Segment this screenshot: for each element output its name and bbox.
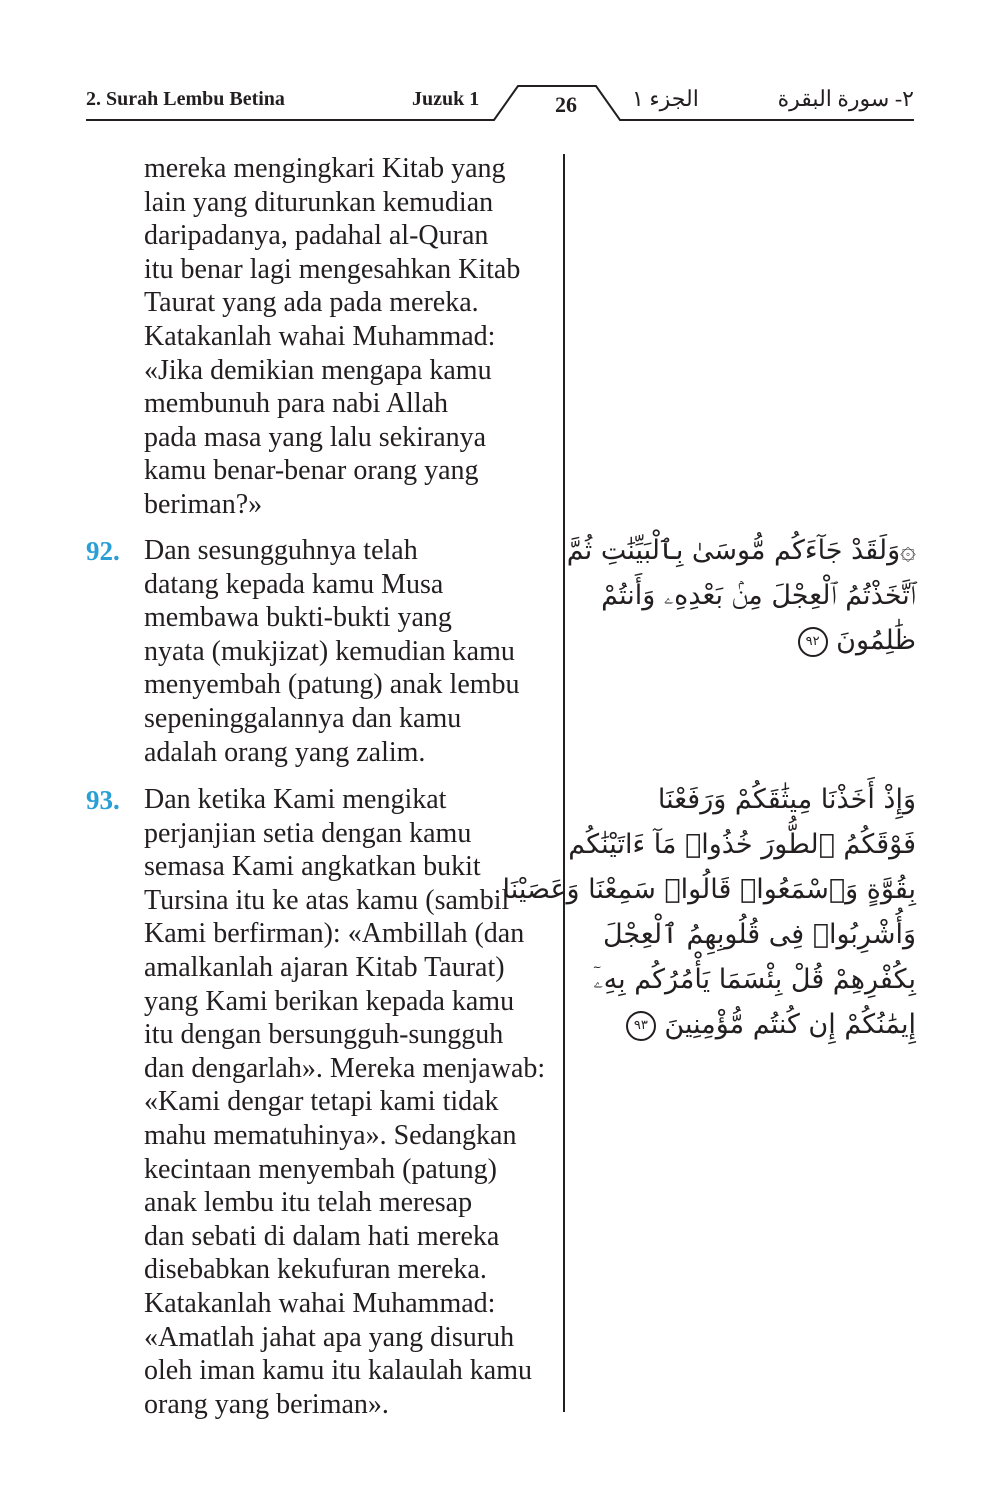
translation-line: Katakanlah wahai Muhammad: — [144, 1287, 496, 1319]
arabic-line: ٱتَّخَذْتُمُ ٱلْعِجْلَ مِنۢ بَعْدِهِۦ وَأَنتُمْ — [601, 580, 916, 611]
translation-line: mereka mengingkari Kitab yang — [144, 153, 506, 184]
translation-line: Taurat yang ada pada mereka. — [144, 287, 479, 319]
translation-line: daripadanya, padahal al-Quran — [144, 220, 489, 252]
translation-line: lain yang diturunkan kemudian — [144, 186, 494, 218]
translation-line: Kami berfirman): «Ambillah (dan — [144, 918, 525, 950]
arabic-line: بِكُفْرِهِمْ قُلْ بِئْسَمَا يَأْمُرُكُم بِهِۦٓ — [593, 964, 916, 995]
column-divider — [563, 154, 565, 1412]
translation-line: kecintaan menyembah (patung) — [144, 1153, 497, 1185]
surah-title-arabic: ٢- سورة البقرة — [777, 86, 914, 111]
translation-line: membawa bukti-bukti yang — [144, 602, 452, 634]
arabic-line: بِقُوَّةٍ وَٱسْمَعُوا۟ قَالُوا۟ سَمِعْنَا وَعَصَيْنَا — [502, 874, 916, 905]
translation-line: dan sebati di dalam hati mereka — [144, 1220, 500, 1252]
translation-line: «Amatlah jahat apa yang disuruh — [144, 1321, 515, 1353]
translation-line: orang yang beriman». — [144, 1388, 389, 1420]
translation-line: amalkanlah ajaran Kitab Taurat) — [144, 951, 505, 983]
translation-line: menyembah (patung) anak lembu — [144, 669, 520, 701]
verse-92-arabic — [566, 528, 916, 663]
verse-93-translation — [144, 783, 562, 1421]
verse-number-92: 92. — [86, 536, 120, 566]
juz-label-arabic: الجزء ١ — [632, 86, 699, 111]
translation-line: Katakanlah wahai Muhammad: — [144, 320, 496, 352]
arabic-line-text: ظَٰلِمُونَ — [836, 625, 916, 656]
translation-line: itu dengan bersungguh-sungguh — [144, 1019, 504, 1051]
verse-end-marker-93: ٩٣ — [626, 1011, 656, 1041]
arabic-line-text: إِيمَٰنُكُمْ إِن كُنتُم مُّؤْمِنِينَ — [664, 1009, 916, 1040]
translation-line: «Kami dengar tetapi kami tidak — [144, 1086, 499, 1118]
arabic-line — [586, 618, 916, 663]
translation-line: itu benar lagi mengesahkan Kitab — [144, 253, 521, 285]
verse-number-93: 93. — [86, 785, 120, 815]
translation-line: Dan ketika Kami mengikat — [144, 784, 447, 815]
translation-line: disebabkan kekufuran mereka. — [144, 1254, 487, 1286]
arabic-line: وَأُشْرِبُوا۟ فِى قُلُوبِهِمُ ٱلْعِجْلَ — [602, 919, 916, 950]
translation-line: Tursina itu ke atas kamu (sambil — [144, 884, 510, 916]
translation-line: Dan sesungguhnya telah — [144, 535, 418, 566]
translation-line: kamu benar-benar orang yang — [144, 455, 479, 487]
arabic-line: وَإِذْ أَخَذْنَا مِيثَٰقَكُمْ وَرَفَعْنَا — [657, 784, 916, 815]
translation-line: adalah orang yang zalim. — [144, 736, 426, 768]
translation-line: nyata (mukjizat) kemudian kamu — [144, 635, 515, 667]
translation-line: dan dengarlah». Mereka menjawab: — [144, 1052, 546, 1084]
surah-title-latin: 2. Surah Lembu Betina — [86, 88, 285, 110]
translation-line: datang kepada kamu Musa — [144, 568, 444, 600]
translation-line: semasa Kami angkatkan bukit — [144, 851, 481, 883]
verse-92-translation — [144, 534, 562, 769]
juz-label-latin: Juzuk 1 — [412, 88, 480, 110]
translation-line: «Jika demikian mengapa kamu — [144, 354, 492, 386]
arabic-line: فَوْقَكُمُ ٱلطُّورَ خُذُوا۟ مَآ ءَاتَيْنَٰكُم — [568, 829, 916, 860]
verse-end-marker-92: ٩٢ — [798, 627, 828, 657]
translation-line: perjanjian setia dengan kamu — [144, 817, 472, 849]
verse-93-arabic — [502, 777, 916, 1047]
arabic-line: ۞وَلَقَدْ جَآءَكُم مُّوسَىٰ بِٱلْبَيِّنَٰتِ ثُمَّ — [566, 535, 916, 566]
translation-line: membunuh para nabi Allah — [144, 388, 449, 420]
translation-line: sepeninggalannya dan kamu — [144, 702, 462, 734]
page-number: 26 — [555, 92, 577, 117]
translation-line: yang Kami berikan kepada kamu — [144, 985, 515, 1017]
translation-line: pada masa yang lalu sekiranya — [144, 421, 487, 453]
translation-line: anak lembu itu telah meresap — [144, 1187, 473, 1219]
page-header — [86, 80, 914, 124]
continuation-translation — [144, 152, 562, 522]
translation-line: mahu mematuhinya». Sedangkan — [144, 1119, 517, 1151]
translation-line: beriman?» — [144, 488, 263, 520]
arabic-line — [586, 1002, 916, 1047]
translation-line: oleh iman kamu itu kalaulah kamu — [144, 1355, 533, 1387]
